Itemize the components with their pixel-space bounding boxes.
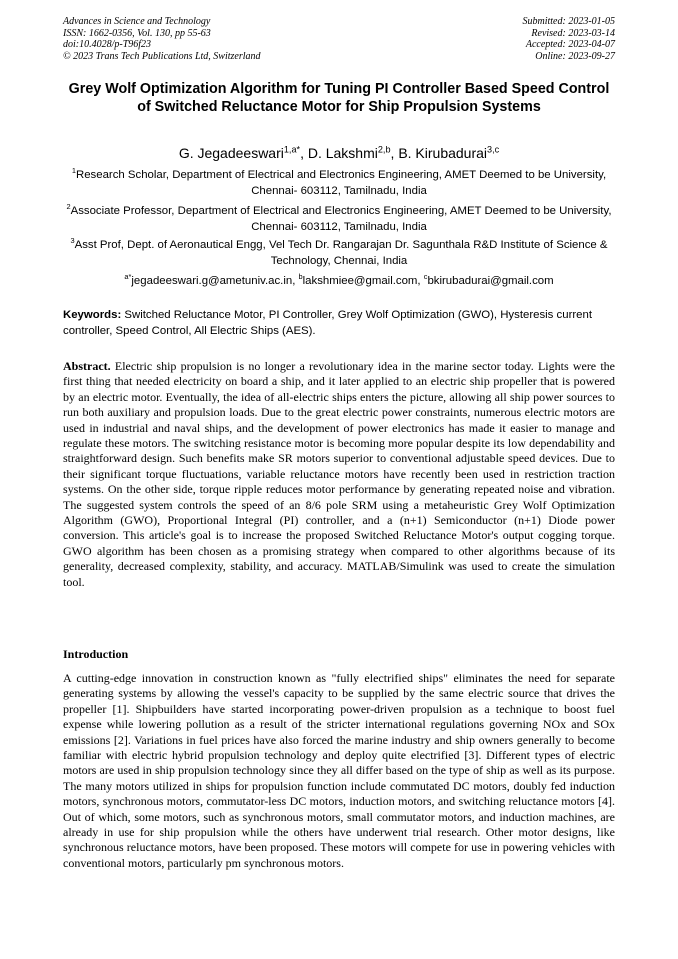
submitted-date: Submitted: 2023-01-05 bbox=[522, 16, 615, 27]
affiliation-num: 2 bbox=[66, 202, 71, 212]
affiliation-3 bbox=[63, 238, 615, 269]
online-date: Online: 2023-09-27 bbox=[535, 50, 615, 62]
author-sup: 1,a* bbox=[283, 144, 301, 155]
email-address[interactable]: lakshmiee@gmail.com bbox=[302, 275, 418, 287]
doi: doi:10.4028/p-T96f23 bbox=[63, 39, 152, 50]
affiliation-num: 3 bbox=[70, 236, 75, 246]
affiliation-text: Asst Prof, Dept. of Aeronautical Engg, Vel Tech Dr. Rangarajan Dr. Sagunthala R&D Institute of Science & Technology, Chennai, India bbox=[74, 239, 608, 267]
email-sup: b bbox=[298, 272, 303, 282]
abstract bbox=[63, 359, 615, 590]
introduction-text: A cutting-edge innovation in construction known as "fully electrified ships" eliminates the need for separate generating systems by allowing the vessel's capacity to be supplied by the same electric source that drives the propeller [1]. Shipbuilders have started incorporating power-driven propulsion as a technique to boost fuel expense while lowering pollution as a result of the stricter international regulations governing NOx and SOx emissions [2]. Variations in fuel prices have also forced the marine industry and ship owners generally to become familiar with electric hybrid propulsion technology and deploy quite electrified [3]. Different types of electric motors are used in ship propulsion technology since they all differ based on the type of ship as well as its purpose. The many motors utilized in ships for propulsion function include commutated DC motors, doubly fed induction motors, synchronous motors, commutator-less DC motors, induction motors, and switching reluctance motors [4]. Out of which, some motors, such as synchronous motors, small commutator motors, and induction machines, are already in use for ship propulsion while the others have underwent trial research. Other motor designs, like synchronous reluctance motors, have been proposed. These motors will compete for use in powering vehicles with conventional motors, particularly pm synchronous motors. bbox=[63, 671, 615, 870]
issn: ISSN: 1662-0356, Vol. 130, pp 55-63 bbox=[63, 27, 211, 39]
email-address[interactable]: jegadeeswari.g@ametuniv.ac.in bbox=[131, 275, 293, 287]
author-name: G. Jegadeeswari bbox=[178, 145, 284, 161]
email-line: $^{a*}$jegadeeswari.g@ametuniv.ac.in, $^b$lakshmiee@gmail.com, $^c$bkirubadurai@gmail.com bbox=[124, 272, 554, 287]
affiliation-text: Associate Professor, Department of Electrical and Electronics Engineering, AMET Deemed to be University, Chennai- 603112, Tamilnadu, India bbox=[70, 205, 612, 233]
affiliation-text: Research Scholar, Department of Electrical and Electronics Engineering, AMET Deemed to be University, Chennai- 603112, Tamilnadu, India bbox=[76, 169, 607, 197]
paper-title: Grey Wolf Optimization Algorithm for Tuning PI Controller Based Speed Control of Switched Reluctance Motor for Ship Propulsion Systems bbox=[68, 81, 610, 115]
keywords bbox=[63, 308, 615, 339]
email-sup: a* bbox=[124, 272, 132, 282]
header-left bbox=[63, 16, 261, 62]
abstract-label: Abstract. bbox=[63, 359, 111, 373]
journal-name: Advances in Science and Technology bbox=[63, 16, 211, 27]
affiliation-1 bbox=[63, 168, 615, 199]
header-right bbox=[523, 16, 616, 62]
email-sup: c bbox=[423, 272, 428, 282]
affiliation-2 bbox=[63, 204, 615, 235]
author-name: D. Lakshmi bbox=[307, 145, 378, 161]
abstract-text: Electric ship propulsion is no longer a revolutionary idea in the marine sector today. Lights were the first thing that needed electricity on board a ship, and it later applied to an electric ship propeller that is powered by an electric motor. Eventually, the idea of all-electric ships enters the picture, allowing all ship power sources to run both auxiliary and propulsion loads. Due to the great electric power constraints, numerous electric motors are used in industrial and naval ships, and the development of power electronics has made it easier to manage and regulate these motors. The switching resistance motor is becoming more popular despite its low dependability and straightforward design. Such benefits make SR motors superior to conventional adjustable speed devices. Due to their significant torque fluctuations, variable reluctance motors have recently been used in restriction traction systems. On the other side, torque ripple reduces motor performance by generating repeated noise and vibration. The suggested system controls the speed of an 8/6 pole SRM using a metaheuristic Grey Wolf Optimization Algorithm (GWO), Proportional Integral (PI) controller, and a (n+1) Semiconductor (n+1) Diode power conversion. This article's goal is to increase the proposed Switched Reluctance Motor's output cogging torque. GWO algorithm has been chosen as a promising strategy when compared to other algorithms because of its generality, decreased complexity, stability, and accuracy. MATLAB/Simulink was used to create the simulation tool. bbox=[63, 359, 616, 589]
author-name: B. Kirubadurai bbox=[398, 145, 488, 161]
author-list: G. Jegadeeswari$^{1,a*}$, D. Lakshmi$^{2,b}$, B. Kirubadurai$^{3,c}$ bbox=[178, 144, 500, 161]
keywords-text: Switched Reluctance Motor, PI Controller, Grey Wolf Optimization (GWO), Hysteresis current controller, Speed Control, All Electric Ships (AES). bbox=[63, 309, 592, 337]
introduction-heading: Introduction bbox=[63, 647, 129, 661]
revised-date: Revised: 2023-03-14 bbox=[531, 27, 615, 39]
author-sup: 3,c bbox=[487, 144, 500, 155]
copyright: © 2023 Trans Tech Publications Ltd, Switzerland bbox=[63, 50, 261, 62]
keywords-label: Keywords: bbox=[63, 309, 122, 321]
accepted-date: Accepted: 2023-04-07 bbox=[525, 39, 615, 50]
author-sup: 2,b bbox=[377, 144, 391, 155]
affiliation-num: 1 bbox=[71, 166, 76, 176]
email-address[interactable]: bkirubadurai@gmail.com bbox=[427, 275, 554, 287]
